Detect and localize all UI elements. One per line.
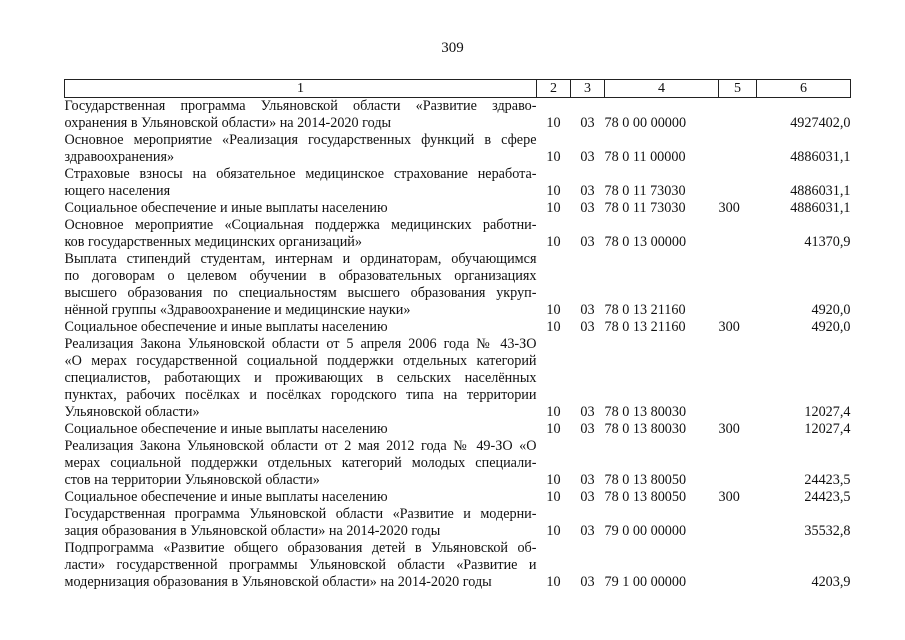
amount-cell: 4886031,1 (790, 200, 851, 216)
table-row (65, 217, 851, 251)
expense-name-cell (65, 438, 537, 489)
expense-name-line: мерах социальной поддержки отдельных категорий молодых специали- (64, 455, 537, 471)
table-row (65, 540, 851, 591)
expense-name-line: стов на территории Ульяновской области» (64, 472, 320, 488)
expense-name-line: ласти» государственной программы Ульяновской области «Развитие и (64, 557, 537, 573)
target-article-cell: 79 1 00 00000 (604, 574, 687, 590)
amount-cell: 4886031,1 (790, 149, 851, 165)
expense-name-cell (65, 132, 537, 166)
subsection-code-cell: 03 (580, 200, 595, 216)
expense-name-cell (65, 489, 537, 506)
table-row (65, 251, 851, 319)
expense-name-line: Страховые взносы на обязательное медицинское страхование неработа- (64, 166, 537, 182)
subsection-code-cell: 03 (580, 472, 595, 488)
expense-name-line: Социальное обеспечение и иные выплаты населению (64, 421, 388, 437)
target-article-cell: 78 0 13 21160 (604, 302, 686, 318)
target-article-cell: 78 0 11 00000 (604, 149, 686, 165)
column-header-target-article: 4 (605, 80, 719, 98)
expense-name-line: Реализация Закона Ульяновской области от 2 мая 2012 года № 49-ЗО «О (64, 438, 537, 454)
amount-cell: 12027,4 (804, 404, 851, 420)
expense-name-cell (65, 251, 537, 319)
subsection-code-cell: 03 (580, 404, 595, 420)
expense-name-line: зация образования в Ульяновской области» на 2014-2020 годы (64, 523, 441, 539)
subsection-code-cell: 03 (580, 421, 595, 437)
amount-cell: 4920,0 (811, 302, 851, 318)
expense-name-line: Ульяновской области» (64, 404, 200, 420)
expense-name-cell (65, 336, 537, 421)
section-code-cell: 10 (546, 302, 561, 318)
table-row (65, 421, 851, 438)
section-code-cell: 10 (546, 421, 561, 437)
subsection-code-cell: 03 (580, 574, 595, 590)
section-code-cell: 10 (546, 574, 561, 590)
amount-cell: 4927402,0 (790, 115, 851, 131)
subsection-code-cell: 03 (580, 319, 595, 335)
expense-type-cell (719, 438, 757, 489)
target-article-cell: 79 0 00 00000 (604, 523, 687, 539)
page-number: 309 (441, 40, 464, 56)
target-article-cell: 78 0 11 73030 (604, 200, 686, 216)
expense-type-cell: 300 (718, 421, 740, 437)
table-row (65, 489, 851, 506)
expense-name-line: специалистов, работающих и проживающих в сельских населённых (64, 370, 537, 386)
expense-name-line: Государственная программа Ульяновской области «Развитие и модерни- (64, 506, 537, 522)
column-header-expense-type: 5 (719, 80, 757, 98)
expense-name-cell (65, 506, 537, 540)
expense-type-cell (719, 98, 757, 133)
expense-name-line: высшего образования по специальностям высшего образования укруп- (64, 285, 537, 301)
table-row (65, 319, 851, 336)
expense-type-cell (719, 540, 757, 591)
expense-name-cell (65, 98, 537, 133)
expense-type-cell: 300 (718, 319, 740, 335)
amount-cell: 24423,5 (804, 489, 851, 505)
subsection-code-cell: 03 (580, 115, 595, 131)
section-code-cell: 10 (546, 523, 561, 539)
target-article-cell: 78 0 13 00000 (604, 234, 687, 250)
expense-type-cell (719, 506, 757, 540)
expense-name-line: «О мерах государственной социальной поддержки отдельных категорий (64, 353, 537, 369)
expense-name-cell (65, 217, 537, 251)
expense-name-line: нённой группы «Здравоохранение и медицинские науки» (64, 302, 411, 318)
column-header-section: 2 (537, 80, 571, 98)
expense-name-line: Социальное обеспечение и иные выплаты населению (64, 489, 388, 505)
expense-name-line: пунктах, рабочих посёлках и посёлках городского типа на территории (64, 387, 537, 403)
expense-name-line: ков государственных медицинских организаций» (64, 234, 362, 250)
table-row (65, 506, 851, 540)
expense-name-line: ющего населения (64, 183, 171, 199)
expense-name-line: Социальное обеспечение и иные выплаты населению (64, 319, 388, 335)
expense-type-cell (719, 336, 757, 421)
expense-name-line: Подпрограмма «Развитие общего образования детей в Ульяновской об- (64, 540, 537, 556)
amount-cell: 4886031,1 (790, 183, 851, 199)
column-header-subsection: 3 (571, 80, 605, 98)
section-code-cell: 10 (546, 404, 561, 420)
target-article-cell: 78 0 11 73030 (604, 183, 686, 199)
section-code-cell: 10 (546, 319, 561, 335)
expense-type-cell (719, 166, 757, 200)
table-row (65, 438, 851, 489)
target-article-cell: 78 0 13 80030 (604, 421, 687, 437)
table-row (65, 98, 851, 133)
expense-type-cell (719, 251, 757, 319)
subsection-code-cell: 03 (580, 183, 595, 199)
expense-name-line: модернизация образования в Ульяновской области» на 2014-2020 годы (64, 574, 492, 590)
budget-table (64, 79, 851, 591)
section-code-cell: 10 (546, 489, 561, 505)
section-code-cell: 10 (546, 200, 561, 216)
subsection-code-cell: 03 (580, 302, 595, 318)
section-code-cell: 10 (546, 115, 561, 131)
expense-name-cell (65, 540, 537, 591)
target-article-cell: 78 0 13 21160 (604, 319, 686, 335)
expense-name-cell (65, 319, 537, 336)
column-header-name: 1 (65, 80, 537, 98)
expense-name-line: Основное мероприятие «Реализация государственных функций в сфере (64, 132, 537, 148)
expense-name-cell (65, 200, 537, 217)
table-row (65, 166, 851, 200)
section-code-cell: 10 (546, 234, 561, 250)
expense-name-line: здравоохранения» (64, 149, 175, 165)
expense-name-line: охранения в Ульяновской области» на 2014-2020 годы (64, 115, 392, 131)
subsection-code-cell: 03 (580, 149, 595, 165)
table-body (65, 98, 851, 592)
expense-name-line: по договорам о целевом обучении в образовательных организациях (64, 268, 537, 284)
expense-type-cell: 300 (718, 200, 740, 216)
target-article-cell: 78 0 00 00000 (604, 115, 687, 131)
expense-type-cell (719, 132, 757, 166)
expense-name-line: Основное мероприятие «Социальная поддержка медицинских работни- (64, 217, 537, 233)
expense-name-cell (65, 166, 537, 200)
table-header-row (65, 80, 851, 98)
amount-cell: 12027,4 (804, 421, 851, 437)
table-row (65, 200, 851, 217)
amount-cell: 4203,9 (811, 574, 851, 590)
target-article-cell: 78 0 13 80050 (604, 472, 687, 488)
subsection-code-cell: 03 (580, 489, 595, 505)
amount-cell: 41370,9 (804, 234, 851, 250)
expense-name-cell (65, 421, 537, 438)
expense-name-line: Реализация Закона Ульяновской области от 5 апреля 2006 года № 43-ЗО (64, 336, 537, 352)
table-row (65, 132, 851, 166)
amount-cell: 24423,5 (804, 472, 851, 488)
subsection-code-cell: 03 (580, 234, 595, 250)
column-header-amount: 6 (757, 80, 851, 98)
amount-cell: 4920,0 (811, 319, 851, 335)
section-code-cell: 10 (546, 183, 561, 199)
expense-type-cell (719, 217, 757, 251)
subsection-code-cell: 03 (580, 523, 595, 539)
target-article-cell: 78 0 13 80030 (604, 404, 687, 420)
expense-name-line: Государственная программа Ульяновской области «Развитие здраво- (64, 98, 537, 114)
target-article-cell: 78 0 13 80050 (604, 489, 687, 505)
section-code-cell: 10 (546, 472, 561, 488)
expense-type-cell: 300 (718, 489, 740, 505)
expense-name-line: Выплата стипендий студентам, интернам и ординаторам, обучающимся (64, 251, 537, 267)
table-row (65, 336, 851, 421)
section-code-cell: 10 (546, 149, 561, 165)
expense-name-line: Социальное обеспечение и иные выплаты населению (64, 200, 388, 216)
amount-cell: 35532,8 (804, 523, 851, 539)
